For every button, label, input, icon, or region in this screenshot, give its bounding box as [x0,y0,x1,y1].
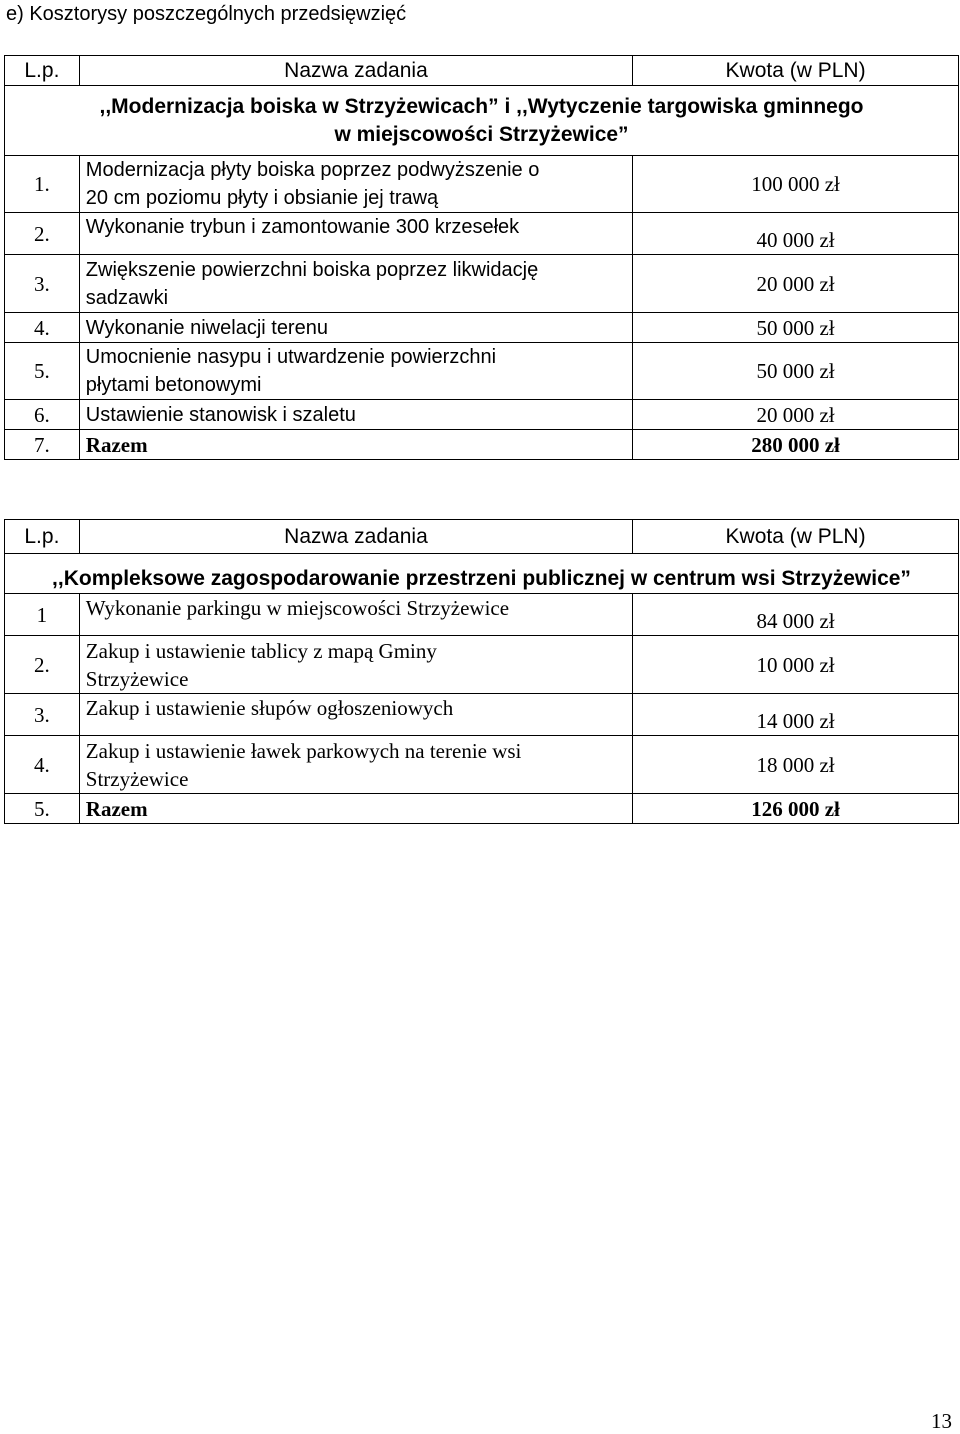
row-amount: 10 000 zł [633,636,959,694]
table-header-row [5,56,959,86]
row-name [79,736,632,794]
cost-table-1 [4,55,959,460]
page-number: 13 [931,1409,952,1433]
row-amount: 100 000 zł [633,156,959,213]
header-amount: Kwota (w PLN) [633,56,959,86]
row-name-line: Strzyżewice [85,766,189,791]
row-name-line: Modernizacja płyty boiska poprzez podwyższenie o [85,159,540,181]
row-name: Wykonanie niwelacji terenu [79,313,632,343]
section-title: e) Kosztorysy poszczególnych przedsięwzięć [6,3,407,25]
row-amount: 14 000 zł [633,694,959,736]
row-lp: 1 [5,594,80,636]
row-lp: 4. [5,736,80,794]
table-row [5,636,959,694]
row-name-line: Umocnienie nasypu i utwardzenie powierzchni [85,346,497,368]
row-name: Wykonanie parkingu w miejscowości Strzyżewice [79,594,632,636]
row-lp: 4. [5,313,80,343]
row-name [79,255,632,313]
total-lp: 7. [5,430,80,460]
total-label: Razem [79,794,632,824]
row-name-line: sadzawki [85,286,169,309]
row-amount: 20 000 zł [633,255,959,313]
row-lp: 1. [5,156,80,213]
row-amount: 50 000 zł [633,313,959,343]
table-header-row [5,520,959,554]
table-row [5,694,959,736]
table-row [5,400,959,430]
header-lp: L.p. [5,520,80,554]
row-lp: 2. [5,636,80,694]
table-row [5,594,959,636]
project-title [5,86,959,156]
project-title-row [5,554,959,594]
header-name: Nazwa zadania [79,520,632,554]
total-label: Razem [79,430,632,460]
project-title-row [5,86,959,156]
row-name [79,343,632,400]
row-amount: 40 000 zł [633,213,959,255]
row-name-line: Zakup i ustawienie tablicy z mapą Gminy [85,638,437,663]
row-name-line: Zakup i ustawienie ławek parkowych na terenie wsi [85,738,522,763]
table-row [5,213,959,255]
row-lp: 6. [5,400,80,430]
header-lp: L.p. [5,56,80,86]
table-row [5,255,959,313]
row-lp: 5. [5,343,80,400]
row-amount: 20 000 zł [633,400,959,430]
header-name: Nazwa zadania [79,56,632,86]
row-name-line: Zwiększenie powierzchni boiska poprzez likwidację [85,258,539,281]
project-title-line: w miejscowości Strzyżewice” [334,122,629,146]
total-row [5,794,959,824]
row-name-line: 20 cm poziomu płyty i obsianie jej trawą [85,187,439,209]
total-amount: 280 000 zł [633,430,959,460]
row-lp: 2. [5,213,80,255]
table-row [5,156,959,213]
row-lp: 3. [5,255,80,313]
total-row [5,430,959,460]
row-name-line: Strzyżewice [85,666,189,691]
project-title-line: ,,Modernizacja boiska w Strzyżewicach” i ,,Wytyczenie targowiska gminnego [99,94,864,118]
table-row [5,343,959,400]
total-amount: 126 000 zł [633,794,959,824]
row-name: Ustawienie stanowisk i szaletu [79,400,632,430]
row-name: Wykonanie trybun i zamontowanie 300 krzesełek [79,213,632,255]
table-row [5,313,959,343]
row-amount: 18 000 zł [633,736,959,794]
row-lp: 3. [5,694,80,736]
row-name [79,636,632,694]
row-name-line: płytami betonowymi [85,374,262,396]
row-name [79,156,632,213]
row-amount: 84 000 zł [633,594,959,636]
cost-table-2 [4,519,959,824]
row-name: Zakup i ustawienie słupów ogłoszeniowych [79,694,632,736]
table-row [5,736,959,794]
project-title: ,,Kompleksowe zagospodarowanie przestrzeni publicznej w centrum wsi Strzyżewice” [5,554,959,594]
row-amount: 50 000 zł [633,343,959,400]
total-lp: 5. [5,794,80,824]
header-amount: Kwota (w PLN) [633,520,959,554]
